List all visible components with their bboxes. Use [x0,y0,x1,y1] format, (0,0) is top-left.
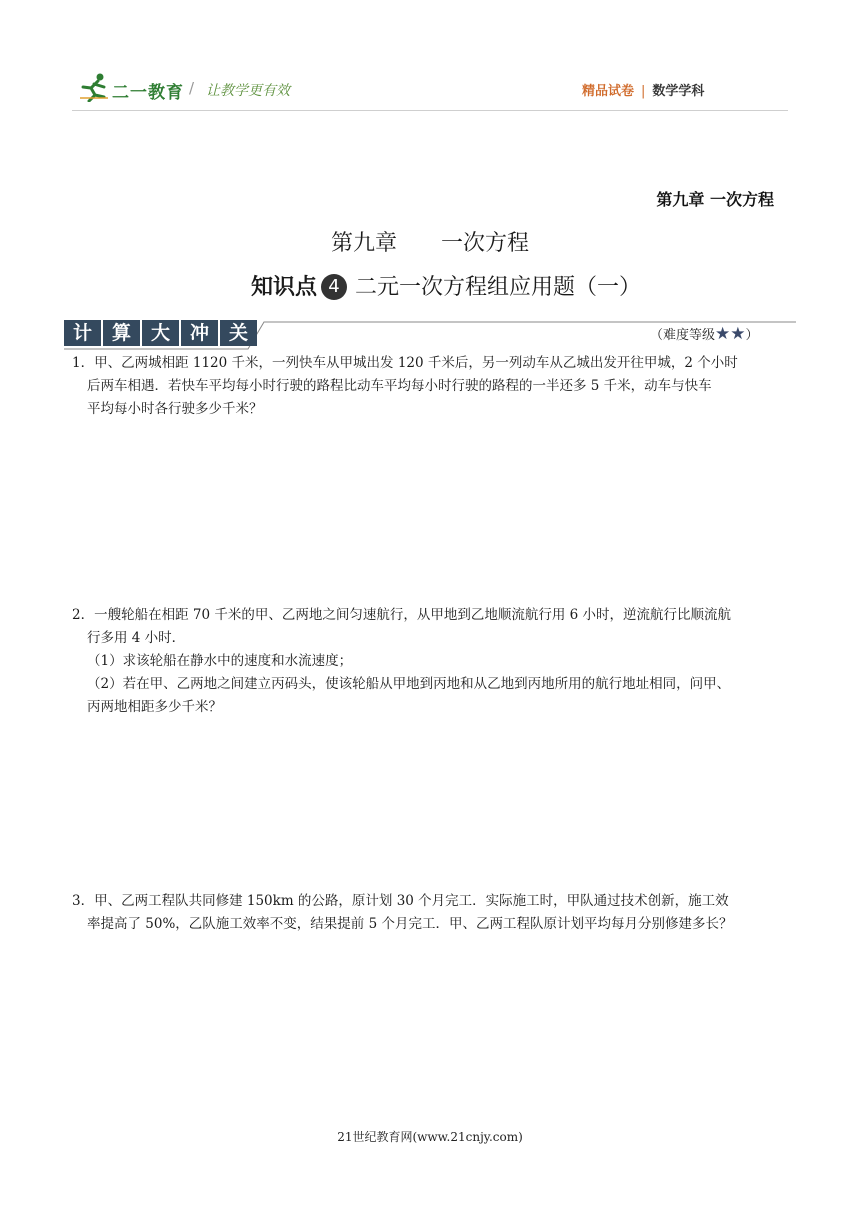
knowledge-point-title: 二元一次方程组应用题（一） [355,275,642,300]
brand-name: 二一教育 [112,83,184,103]
question-2 [72,604,802,719]
subject-tag: 数学学科 [652,84,705,99]
chapter-label: 第九章 一次方程 [656,190,774,209]
banner-char: 大 [142,320,179,346]
tag-separator: | [641,84,646,99]
question-line: 2．一艘轮船在相距 70 千米的甲、乙两地之间匀速航行，从甲地到乙地顺流航行用 6 小时，逆流航行比顺流航 [72,607,732,623]
star-icon: ★★ [715,324,746,344]
question-line: 丙两地相距多少千米？ [87,699,222,715]
question-line: 平均每小时各行驶多少千米？ [87,401,263,417]
banner-char: 关 [220,320,257,346]
question-line: 1．甲、乙两城相距 1120 千米，一列快车从甲城出发 120 千米后，另一列动车从乙城出发开往甲城，2 个小时 [72,355,738,371]
difficulty-close: ） [745,328,759,343]
brand-divider: / [189,79,195,97]
question-1 [72,352,802,421]
question-line: 后两车相遇．若快车平均每小时行驶的路程比动车平均每小时行驶的路程的一半还多 5 千米，动车与快车 [87,378,712,394]
question-3 [72,890,802,936]
knowledge-point-label: 知识点 [251,275,318,300]
banner-char: 算 [103,320,140,346]
chapter-title [0,226,860,257]
difficulty-rating [650,324,759,344]
runner-logo-icon [78,72,112,102]
banner-char: 冲 [181,320,218,346]
chapter-name: 一次方程 [441,231,530,256]
question-line: 率提高了 50%，乙队施工效率不变，结果提前 5 个月完工．甲、乙两工程队原计划平均每月分别修建多长？ [87,916,733,932]
header-divider [72,110,788,111]
banner-char: 计 [64,320,101,346]
section-banner [64,320,257,346]
knowledge-point-number: 4 [321,274,347,300]
page-footer: 21世纪教育网(www.21cnjy.com) [337,1130,523,1144]
brand-slogan: 让教学更有效 [206,83,290,99]
question-subpart: （2）若在甲、乙两地之间建立丙码头，使该轮船从甲地到丙地和从乙地到丙地所用的航行地址相同，问甲、 [87,676,731,692]
quality-tag: 精品试卷 [582,84,635,99]
chapter-number: 第九章 [330,231,397,256]
knowledge-point-heading [251,270,641,301]
question-subpart: （1）求该轮船在静水中的速度和水流速度； [87,653,353,669]
difficulty-label: （难度等级 [650,328,716,343]
question-line: 3．甲、乙两工程队共同修建 150km 的公路，原计划 30 个月完工．实际施工时，甲队通过技术创新，施工效 [72,893,729,909]
question-line: 行多用 4 小时． [87,630,186,646]
header-tags [582,80,704,99]
